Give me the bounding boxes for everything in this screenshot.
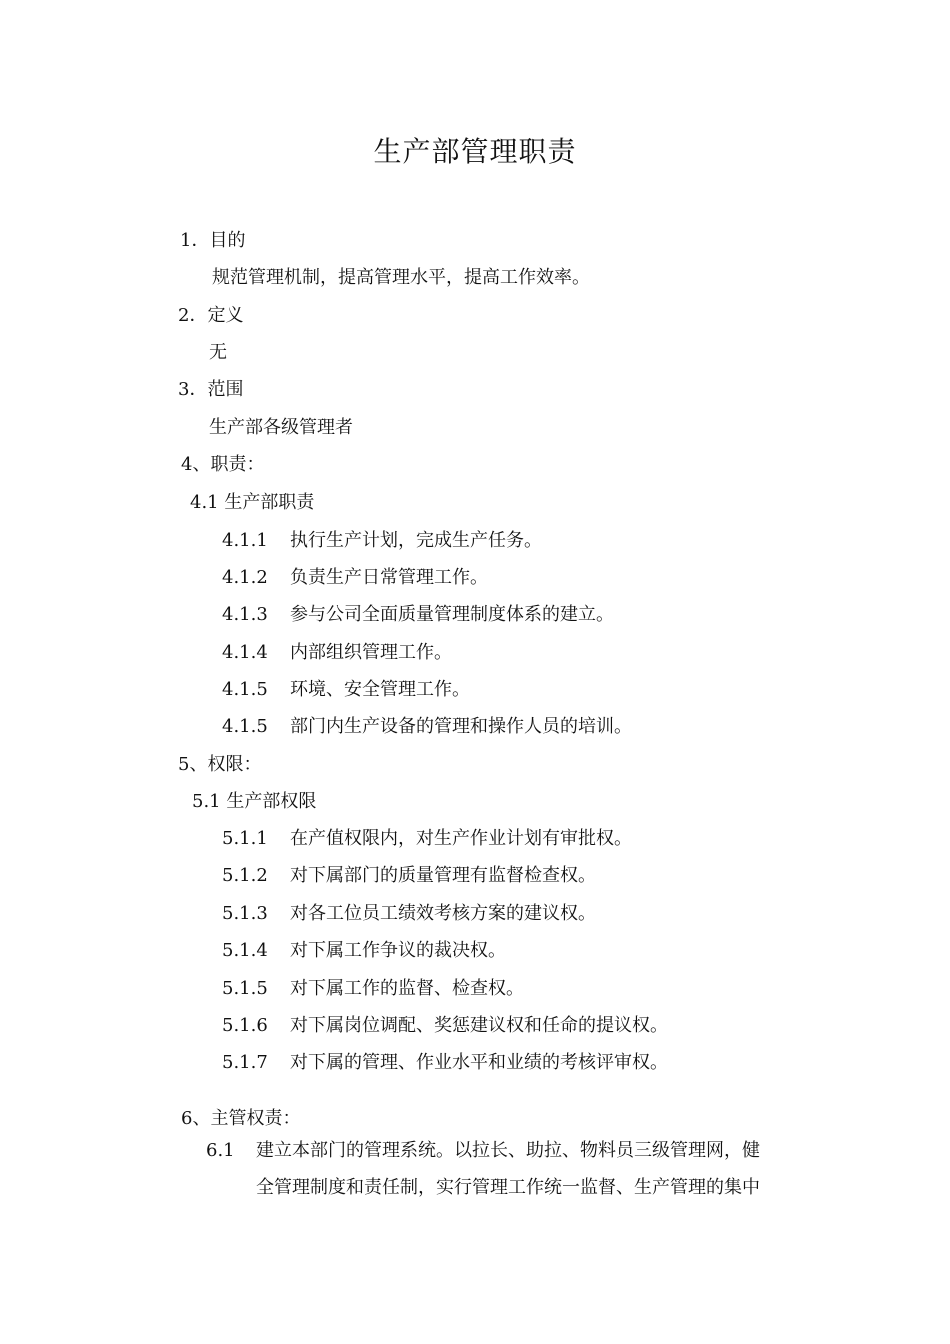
section-5-subheading: 5.1 生产部权限 — [192, 791, 317, 812]
item-number: 4.1.3 — [222, 604, 268, 625]
paragraph-line — [206, 1139, 760, 1163]
item-text: 部门内生产设备的管理和操作人员的培训。 — [290, 716, 632, 737]
item-text: 对下属岗位调配、奖惩建议权和任命的提议权。 — [290, 1015, 668, 1036]
list-item — [222, 715, 632, 739]
section-6-heading: 6、主管权责： — [181, 1108, 301, 1129]
item-text: 对下属的管理、作业水平和业绩的考核评审权。 — [290, 1052, 668, 1073]
item-text: 对下属工作争议的裁决权。 — [290, 940, 506, 961]
section-number: 2． — [178, 305, 208, 326]
list-item — [222, 864, 596, 888]
item-number: 5.1.5 — [222, 978, 268, 999]
section-label: 目的 — [209, 230, 246, 251]
section-2-heading — [178, 304, 243, 328]
item-number: 5.1.3 — [222, 903, 268, 924]
item-text: 环境、安全管理工作。 — [290, 679, 470, 700]
item-number: 6.1 — [206, 1140, 235, 1161]
page-title: 生产部管理职责 — [373, 135, 577, 168]
section-3-heading — [178, 378, 243, 402]
item-text: 执行生产计划，完成生产任务。 — [290, 530, 542, 551]
item-number: 5.1.1 — [222, 828, 268, 849]
item-number: 5.1.6 — [222, 1015, 268, 1036]
item-number: 5.1.7 — [222, 1052, 268, 1073]
section-1-heading — [180, 229, 245, 253]
list-item — [222, 678, 470, 702]
section-4-heading: 4、职责： — [181, 454, 265, 475]
item-text: 对下属工作的监督、检查权。 — [290, 978, 524, 999]
section-number: 3． — [178, 379, 208, 400]
item-number: 5.1.4 — [222, 940, 268, 961]
section-3-body: 生产部各级管理者 — [209, 417, 353, 438]
item-number: 4.1.4 — [222, 642, 268, 663]
list-item — [222, 902, 596, 926]
item-number: 4.1.1 — [222, 530, 268, 551]
section-label: 范围 — [207, 379, 244, 400]
list-item — [222, 641, 452, 665]
list-item — [222, 939, 506, 963]
section-5-heading: 5、权限： — [178, 754, 262, 775]
list-item — [222, 827, 632, 851]
list-item — [222, 1014, 668, 1038]
item-text: 参与公司全面质量管理制度体系的建立。 — [290, 604, 614, 625]
section-2-body: 无 — [209, 342, 227, 363]
list-item — [222, 529, 542, 553]
list-item — [222, 603, 614, 627]
item-text: 在产值权限内，对生产作业计划有审批权。 — [290, 828, 632, 849]
section-4-subheading: 4.1 生产部职责 — [190, 492, 315, 513]
list-item — [222, 1051, 668, 1075]
item-number: 4.1.5 — [222, 716, 268, 737]
list-item — [222, 977, 524, 1001]
item-number: 4.1.2 — [222, 567, 268, 588]
item-number: 5.1.2 — [222, 865, 268, 886]
list-item — [222, 566, 488, 590]
item-text: 负责生产日常管理工作。 — [290, 567, 488, 588]
section-label: 定义 — [207, 305, 244, 326]
item-text: 对各工位员工绩效考核方案的建议权。 — [290, 903, 596, 924]
item-text: 对下属部门的质量管理有监督检查权。 — [290, 865, 596, 886]
paragraph-line: 全管理制度和责任制，实行管理工作统一监督、生产管理的集中 — [256, 1177, 760, 1198]
item-text: 内部组织管理工作。 — [290, 642, 452, 663]
section-number: 1． — [180, 230, 210, 251]
item-text: 建立本部门的管理系统。以拉长、助拉、物料员三级管理网，健 — [256, 1140, 760, 1161]
section-1-body: 规范管理机制，提高管理水平，提高工作效率。 — [212, 267, 590, 288]
item-number: 4.1.5 — [222, 679, 268, 700]
